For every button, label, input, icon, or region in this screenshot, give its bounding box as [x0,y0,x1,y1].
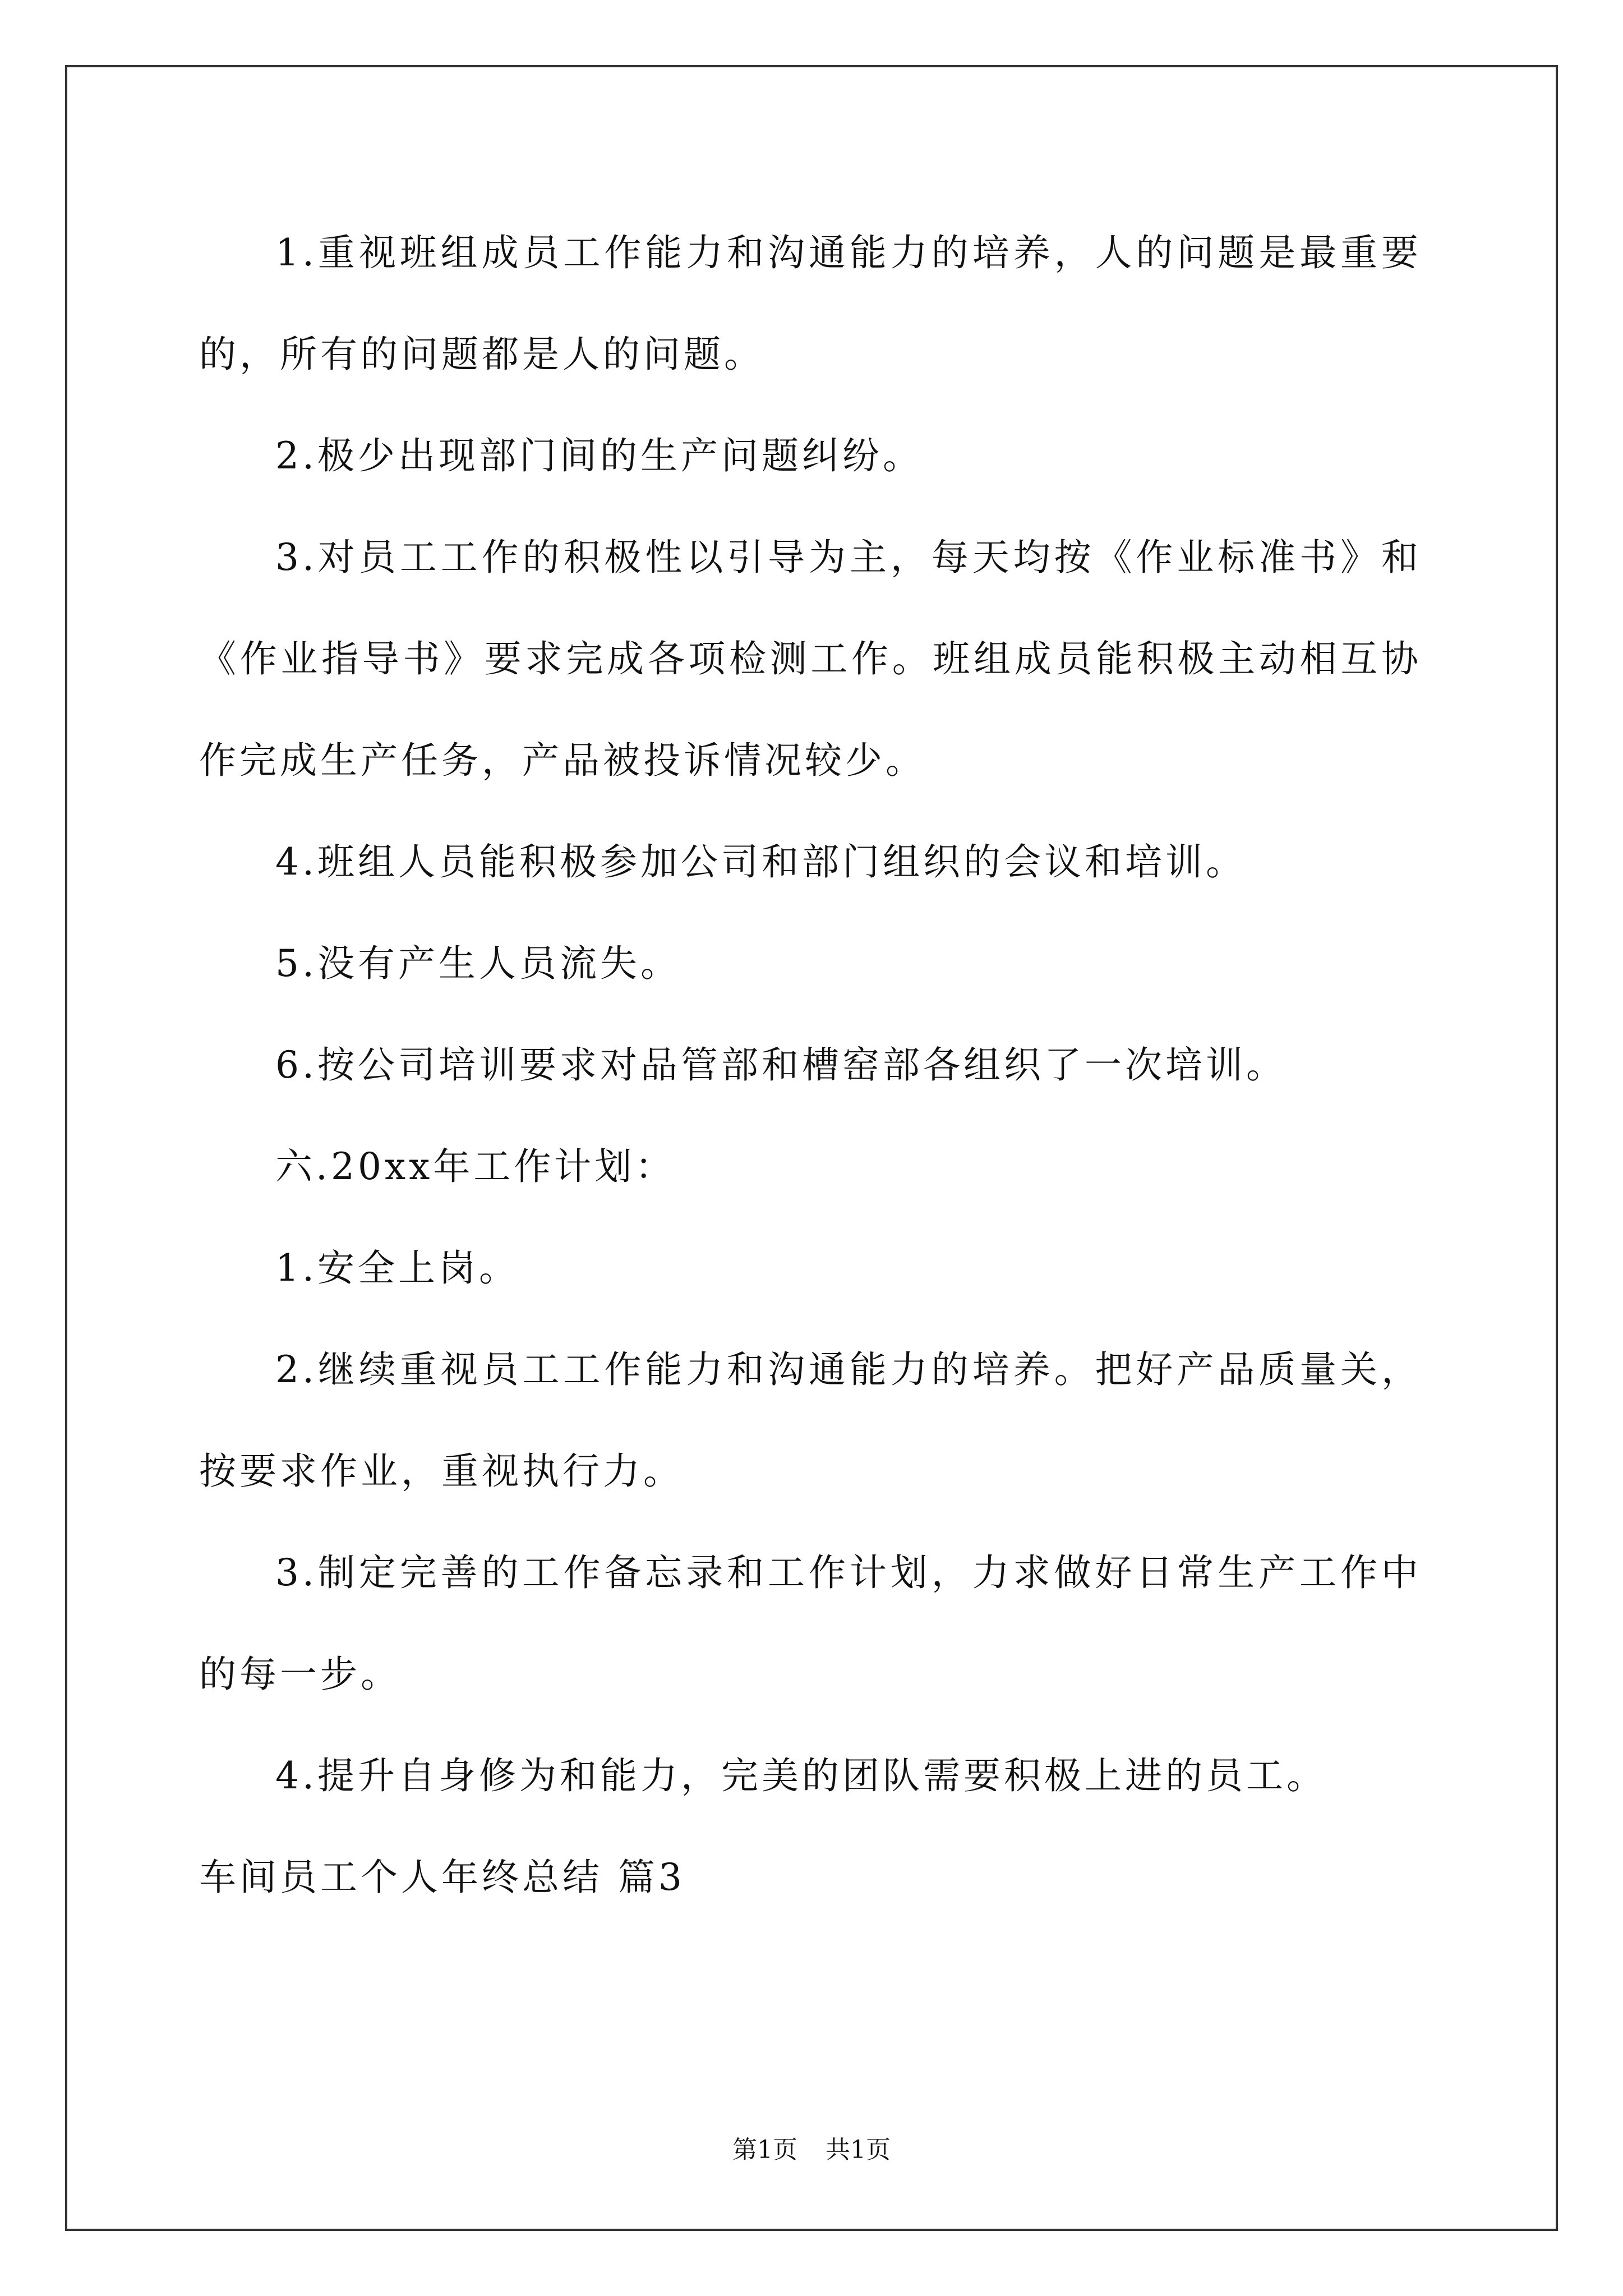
paragraph-1: 1.重视班组成员工作能力和沟通能力的培养，人的问题是最重要的，所有的问题都是人的问题。 [199,231,1422,376]
paragraph-4: 4.班组人员能积极参加公司和部门组织的会议和培训。 [275,840,1246,884]
document-body [199,202,1422,1928]
section-heading: 车间员工个人年终总结 篇3 [199,1856,685,1899]
plan-item-4: 4.提升自身修为和能力，完美的团队需要积极上进的员工。 [275,1754,1327,1797]
paragraph-5: 5.没有产生人员流失。 [275,942,681,985]
paragraph-6: 6.按公司培训要求对品管部和槽窑部各组织了一次培训。 [275,1043,1287,1087]
plan-item-3: 3.制定完善的工作备忘录和工作计划，力求做好日常生产工作中的每一步。 [199,1551,1422,1696]
paragraph-3: 3.对员工工作的积极性以引导为主，每天均按《作业标准书》和《作业指导书》要求完成各项检测工作。班组成员能积极主动相互协作完成生产任务，产品被投诉情况较少。 [199,536,1422,782]
paragraph-2: 2.极少出现部门间的生产问题纠纷。 [275,434,923,477]
page-total: 共1页 [826,2136,891,2164]
plan-item-1: 1.安全上岗。 [275,1246,519,1290]
page-number: 第1页 [732,2136,797,2164]
plan-item-2: 2.继续重视员工工作能力和沟通能力的培养。把好产品质量关，按要求作业，重视执行力。 [199,1348,1422,1493]
plan-heading: 六.20xx年工作计划： [275,1145,676,1188]
page-footer [0,2129,1623,2165]
